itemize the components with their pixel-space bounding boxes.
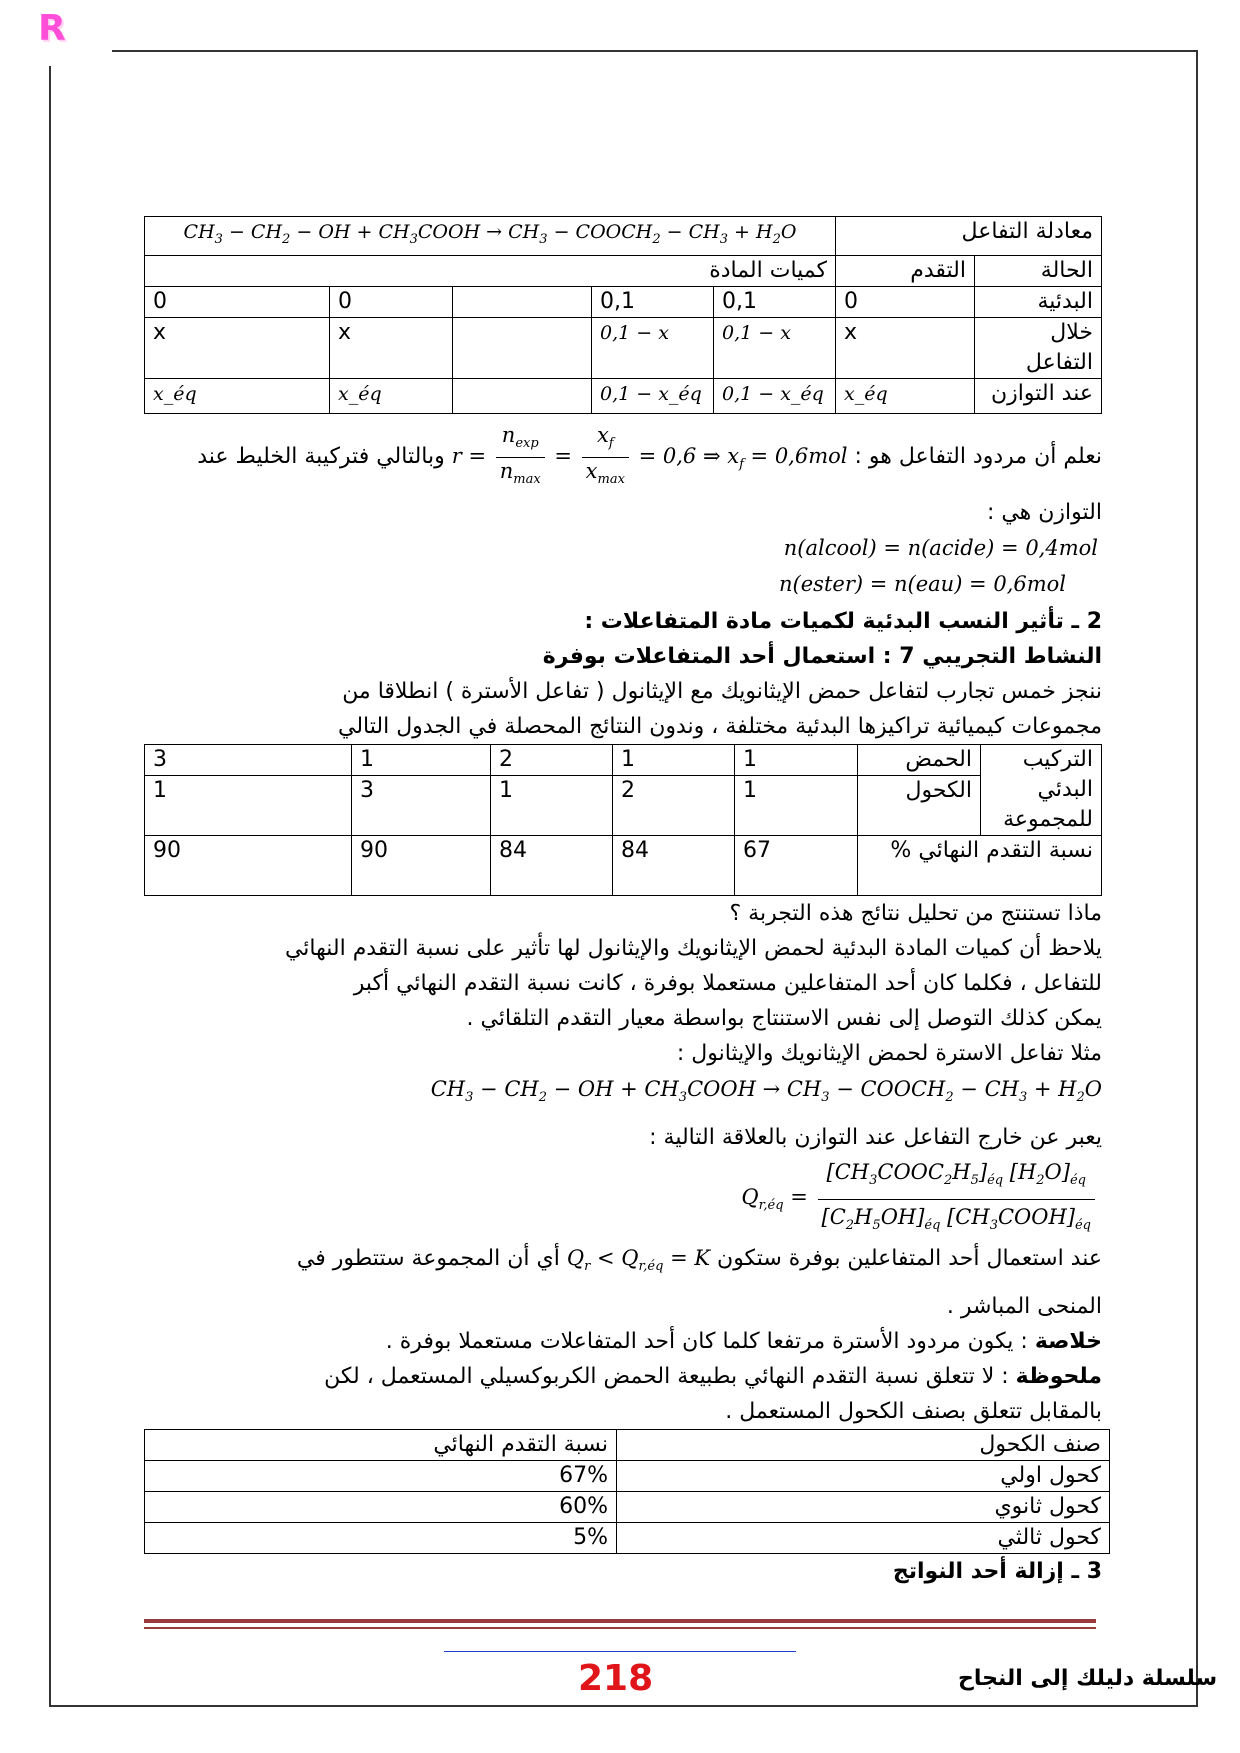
table-row	[145, 378, 1102, 413]
reaction-equation: $CH_3 - CH_2$ − OH + $CH_3COOH \to CH_3$ − $COOCH_2 - CH_3 + H_2O$	[145, 217, 836, 256]
conclusion-label: خلاصة	[1034, 1328, 1102, 1354]
quantity-cell: 0,1 − x_éq	[714, 378, 836, 413]
paragraph-line	[144, 1241, 1102, 1284]
composition-label: التركيب البدئي للمجموعة	[981, 745, 1102, 836]
alcohol-cell: 1	[145, 776, 352, 836]
series-title: سلسلة دليلك إلى النجاح	[958, 1666, 1218, 1691]
table-row	[145, 1491, 1110, 1522]
quantity-cell	[453, 286, 592, 317]
table-row	[145, 286, 1102, 317]
quantity-cell: x	[145, 317, 330, 378]
table-row	[145, 776, 1102, 836]
table-row	[145, 1429, 1110, 1460]
quantity-cell: 0,1 − x	[592, 317, 714, 378]
acid-cell: 2	[491, 745, 613, 776]
paragraph-line: يعبر عن خارج التفاعل عند التوازن بالعلاقة التالية :	[649, 1125, 1102, 1151]
final-progress-cell: 67	[735, 836, 858, 896]
logo: R	[38, 8, 66, 49]
equilibrium-eq-2: n(ester) = n(eau) = 0,6mol	[779, 572, 1066, 597]
final-progress-cell: 90	[352, 836, 491, 896]
acid-cell: 1	[735, 745, 858, 776]
header-cell: صنف الكحول	[617, 1429, 1110, 1460]
progress-header: التقدم	[836, 255, 975, 286]
alcohol-label: الكحول	[858, 776, 981, 836]
quantity-cell: x	[330, 317, 453, 378]
paragraph-line: يمكن كذلك التوصل إلى نفس الاستنتاج بواسطة معيار التقدم التلقائي .	[466, 1006, 1102, 1032]
paragraph-line: مثلا تفاعل الاسترة لحمض الإيثانويك والإيثانول :	[676, 1041, 1102, 1067]
table-row	[145, 1522, 1110, 1553]
final-progress-cell: 90	[145, 836, 352, 896]
frame-right-border	[1196, 50, 1198, 1706]
frame-bottom-border	[49, 1705, 1198, 1707]
quantity-cell: 0,1 − x	[714, 317, 836, 378]
acid-cell: 1	[352, 745, 491, 776]
activity-title: النشاط التجريبي 7 : استعمال أحد المتفاعلات بوفرة	[542, 644, 1102, 670]
alcohol-class-cell: كحول ثالثي	[617, 1522, 1110, 1553]
alcohol-cell: 2	[613, 776, 735, 836]
inequality-formula: $Q_r < Q_{r,éq} = K$	[566, 1246, 711, 1275]
quantity-cell: 0,1 − x_éq	[592, 378, 714, 413]
note-text: : لا تتعلق نسبة التقدم النهائي بطبيعة الحمض الكربوكسيلي المستعمل ، لكن	[324, 1363, 1016, 1389]
yield-formula: r = $\frac{n_{exp}}{n_{max}}$ = $\frac{x_f}{x_{max}}$ = 0,6 ⇒ $x_f = 0,6mol$	[451, 422, 848, 488]
paragraph-line: للتفاعل ، فكلما كان أحد المتفاعلين مستعملا بوفرة ، كانت نسبة التقدم النهائي أكبر	[353, 971, 1102, 997]
quotient-formula: $Q_{r,éq}$ = $\frac{[CH_3COOC_2H_5]_{éq} [H_2O]_{éq}}{[C_2H_5OH]_{éq} [CH_3COOH]_{éq}}$	[144, 1155, 1102, 1241]
paragraph-line: يلاحظ أن كميات المادة البدئية لحمض الإيثانويك والإيثانول لها تأثير على نسبة التقدم النهائي	[284, 936, 1102, 962]
footer-rule	[144, 1619, 1096, 1623]
esterification-equation: $CH_3 - CH_2$ − OH + $CH_3COOH \to CH_3$ − $COOCH_2 - CH_3 + H_2O$	[430, 1077, 1102, 1106]
state-header: الحالة	[975, 255, 1102, 286]
final-progress-cell: 60%	[145, 1491, 617, 1522]
paragraph-line: بالمقابل تتعلق بصنف الكحول المستعمل .	[725, 1398, 1102, 1424]
note	[144, 1359, 1102, 1394]
quantity-cell: 0,1	[714, 286, 836, 317]
progress-cell: x_éq	[836, 378, 975, 413]
equilibrium-label: التوازن هي :	[986, 500, 1102, 526]
state-cell: عند التوازن	[975, 378, 1102, 413]
quantity-cell: 0	[330, 286, 453, 317]
yield-text-after: وبالتالي فتركيبة الخليط عند	[197, 443, 445, 469]
frame-top-border	[112, 50, 1198, 52]
quantity-cell: x_éq	[330, 378, 453, 413]
table-row	[145, 1460, 1110, 1491]
alcohol-cell: 1	[491, 776, 613, 836]
state-cell: خلال التفاعل	[975, 317, 1102, 378]
equation-label: معادلة التفاعل	[836, 217, 1102, 256]
acid-label: الحمض	[858, 745, 981, 776]
conclusion	[144, 1324, 1102, 1359]
progress-cell: 0	[836, 286, 975, 317]
quantity-cell: x_éq	[145, 378, 330, 413]
alcohol-cell: 3	[352, 776, 491, 836]
quantity-cell: 0,1	[592, 286, 714, 317]
text-span: أي أن المجموعة ستتطور في	[296, 1246, 560, 1272]
analysis-question: ماذا تستنتج من تحليل نتائج هذه التجربة ؟	[729, 901, 1102, 927]
conclusion-text: : يكون مردود الأسترة مرتفعا كلما كان أحد المتفاعلات مستعملا بوفرة .	[385, 1328, 1035, 1354]
alcohol-cell: 1	[735, 776, 858, 836]
page-number: 218	[578, 1658, 654, 1699]
table-row	[145, 745, 1102, 776]
final-progress-cell: 5%	[145, 1522, 617, 1553]
footer-link-line	[444, 1651, 796, 1652]
paragraph-line: مجموعات كيميائية تراكيزها البدئية مختلفة ، وندون النتائج المحصلة في الجدول التالي	[338, 714, 1102, 740]
table-row	[145, 317, 1102, 378]
page-content	[144, 216, 1102, 1589]
final-progress-cell: 84	[613, 836, 735, 896]
progress-table	[144, 216, 1102, 414]
final-progress-cell: 84	[491, 836, 613, 896]
experiments-table	[144, 744, 1102, 896]
yield-line	[144, 422, 1102, 495]
alcohol-class-cell: كحول اولي	[617, 1460, 1110, 1491]
section-2-title: 2 ـ تأثير النسب البدئية لكميات مادة المتفاعلات :	[584, 609, 1102, 635]
footer-rule	[144, 1627, 1096, 1629]
note-label: ملحوظة	[1015, 1363, 1102, 1389]
acid-cell: 1	[613, 745, 735, 776]
acid-cell: 3	[145, 745, 352, 776]
section-3-title: 3 ـ إزالة أحد النواتج	[892, 1558, 1102, 1584]
text-span: عند استعمال أحد المتفاعلين بوفرة ستكون	[717, 1246, 1102, 1272]
yield-text-before: نعلم أن مردود التفاعل هو :	[854, 443, 1102, 469]
equilibrium-eq-1: n(alcool) = n(acide) = 0,4mol	[783, 536, 1098, 561]
alcohol-class-table	[144, 1429, 1110, 1554]
alcohol-class-cell: كحول ثانوي	[617, 1491, 1110, 1522]
final-progress-label: نسبة التقدم النهائي %	[858, 836, 1102, 896]
progress-cell: x	[836, 317, 975, 378]
paragraph-line: ننجز خمس تجارب لتفاعل حمض الإيثانويك مع الإيثانول ( تفاعل الأسترة ) انطلاقا من	[342, 679, 1102, 705]
quantities-header: كميات المادة	[145, 255, 836, 286]
quantity-cell	[453, 317, 592, 378]
frame-left-border	[49, 66, 51, 1706]
quantity-cell: 0	[145, 286, 330, 317]
state-cell: البدئية	[975, 286, 1102, 317]
paragraph-line: المنحى المباشر .	[946, 1293, 1102, 1319]
header-cell: نسبة التقدم النهائي	[145, 1429, 617, 1460]
final-progress-cell: 67%	[145, 1460, 617, 1491]
table-row	[145, 836, 1102, 896]
quantity-cell	[453, 378, 592, 413]
